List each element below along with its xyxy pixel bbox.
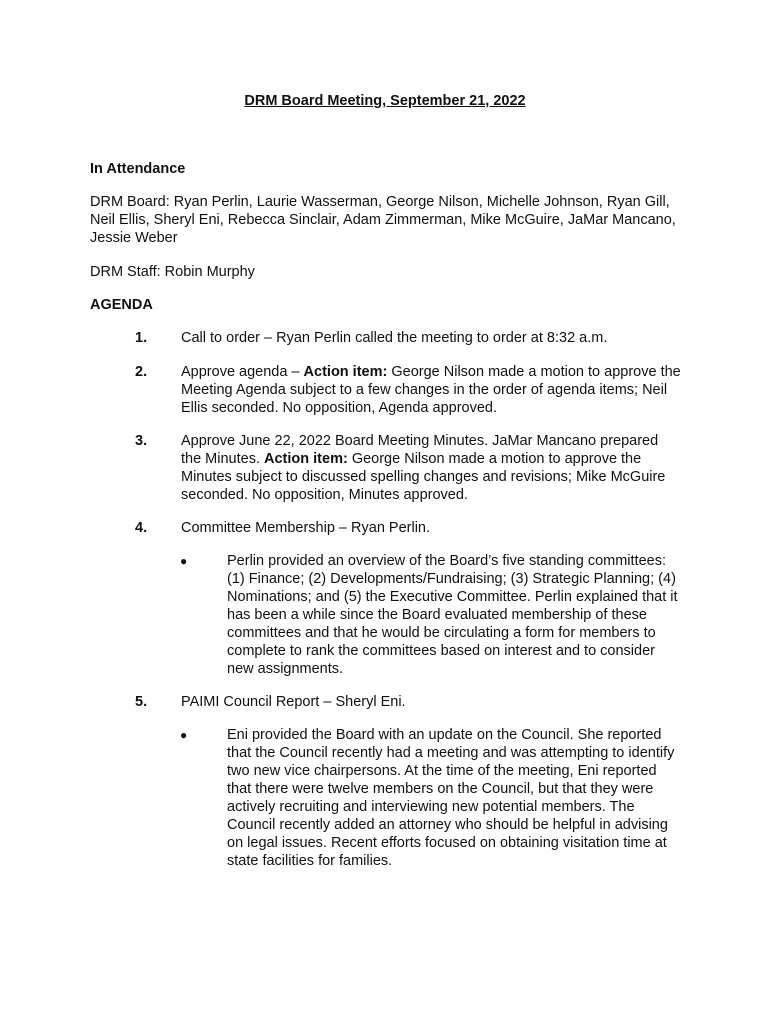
agenda-item-number: 2. xyxy=(135,364,148,380)
agenda-item-pre: Approve agenda – xyxy=(181,364,304,380)
attendance-board: DRM Board: Ryan Perlin, Laurie Wasserman, George Nilson, Michelle Johnson, Ryan Gill, Neil Ellis, Sheryl Eni, Rebecca Sinclair, Adam Zimmerman, Mike McGuire, JaMar Mancano, Jessie Weber xyxy=(90,194,676,246)
document-title: DRM Board Meeting, September 21, 2022 xyxy=(244,93,526,109)
agenda-item-text xyxy=(181,432,681,504)
bullet-icon: ● xyxy=(180,728,188,742)
agenda-bullet-text: Eni provided the Board with an update on the Council. She reported that the Council recently had a meeting and was attempting to identify two new vice chairpersons. At the time of the meeting, Eni reported that there were twelve members on the Council, but that they were actively recruiting and interviewing new potential members. The Council recently added an attorney who should be helpful in advising on legal issues. Recent efforts focused on obtaining visitation time at state facilities for families. xyxy=(227,727,675,869)
agenda-item-text: PAIMI Council Report – Sheryl Eni. xyxy=(181,694,406,710)
agenda-item-number: 5. xyxy=(135,694,148,710)
agenda-item-pre: Approve June 22, 2022 Board Meeting Minutes. JaMar Mancano prepared the Minutes. xyxy=(181,433,659,467)
attendance-heading: In Attendance xyxy=(90,161,186,177)
action-item-label: Action item: xyxy=(264,451,348,467)
agenda-item-number: 1. xyxy=(135,330,148,346)
action-item-label: Action item: xyxy=(303,364,388,380)
bullet-icon: ● xyxy=(180,554,188,568)
agenda-item-number: 4. xyxy=(135,520,148,536)
agenda-item-post: George Nilson made a motion to approve the Minutes subject to discussed spelling changes and revisions; Mike McGuire seconded. No opposition, Minutes approved. xyxy=(181,451,666,503)
agenda-heading: AGENDA xyxy=(90,297,153,313)
agenda-bullet-text: Perlin provided an overview of the Board’s five standing committees: (1) Finance; (2) Developments/Fundraising; (3) Strategic Planning; (4) Nominations; and (5) the Executive Committee. Perlin explained that it has been a while since the Board evaluated membership of these committees and that he would be circulating a form for members to complete to rank the committees based on interest and to consider new assignments. xyxy=(227,553,678,677)
agenda-item-number: 3. xyxy=(135,433,148,449)
agenda-item-post: George Nilson made a motion to approve the Meeting Agenda subject to a few changes in the order of agenda items; Neil Ellis seconded. No opposition, Agenda approved. xyxy=(181,364,681,416)
agenda-item-text: Committee Membership – Ryan Perlin. xyxy=(181,520,431,536)
agenda-item-text: Call to order – Ryan Perlin called the meeting to order at 8:32 a.m. xyxy=(181,330,608,346)
agenda-item-text xyxy=(181,363,681,417)
attendance-staff: DRM Staff: Robin Murphy xyxy=(90,264,255,280)
